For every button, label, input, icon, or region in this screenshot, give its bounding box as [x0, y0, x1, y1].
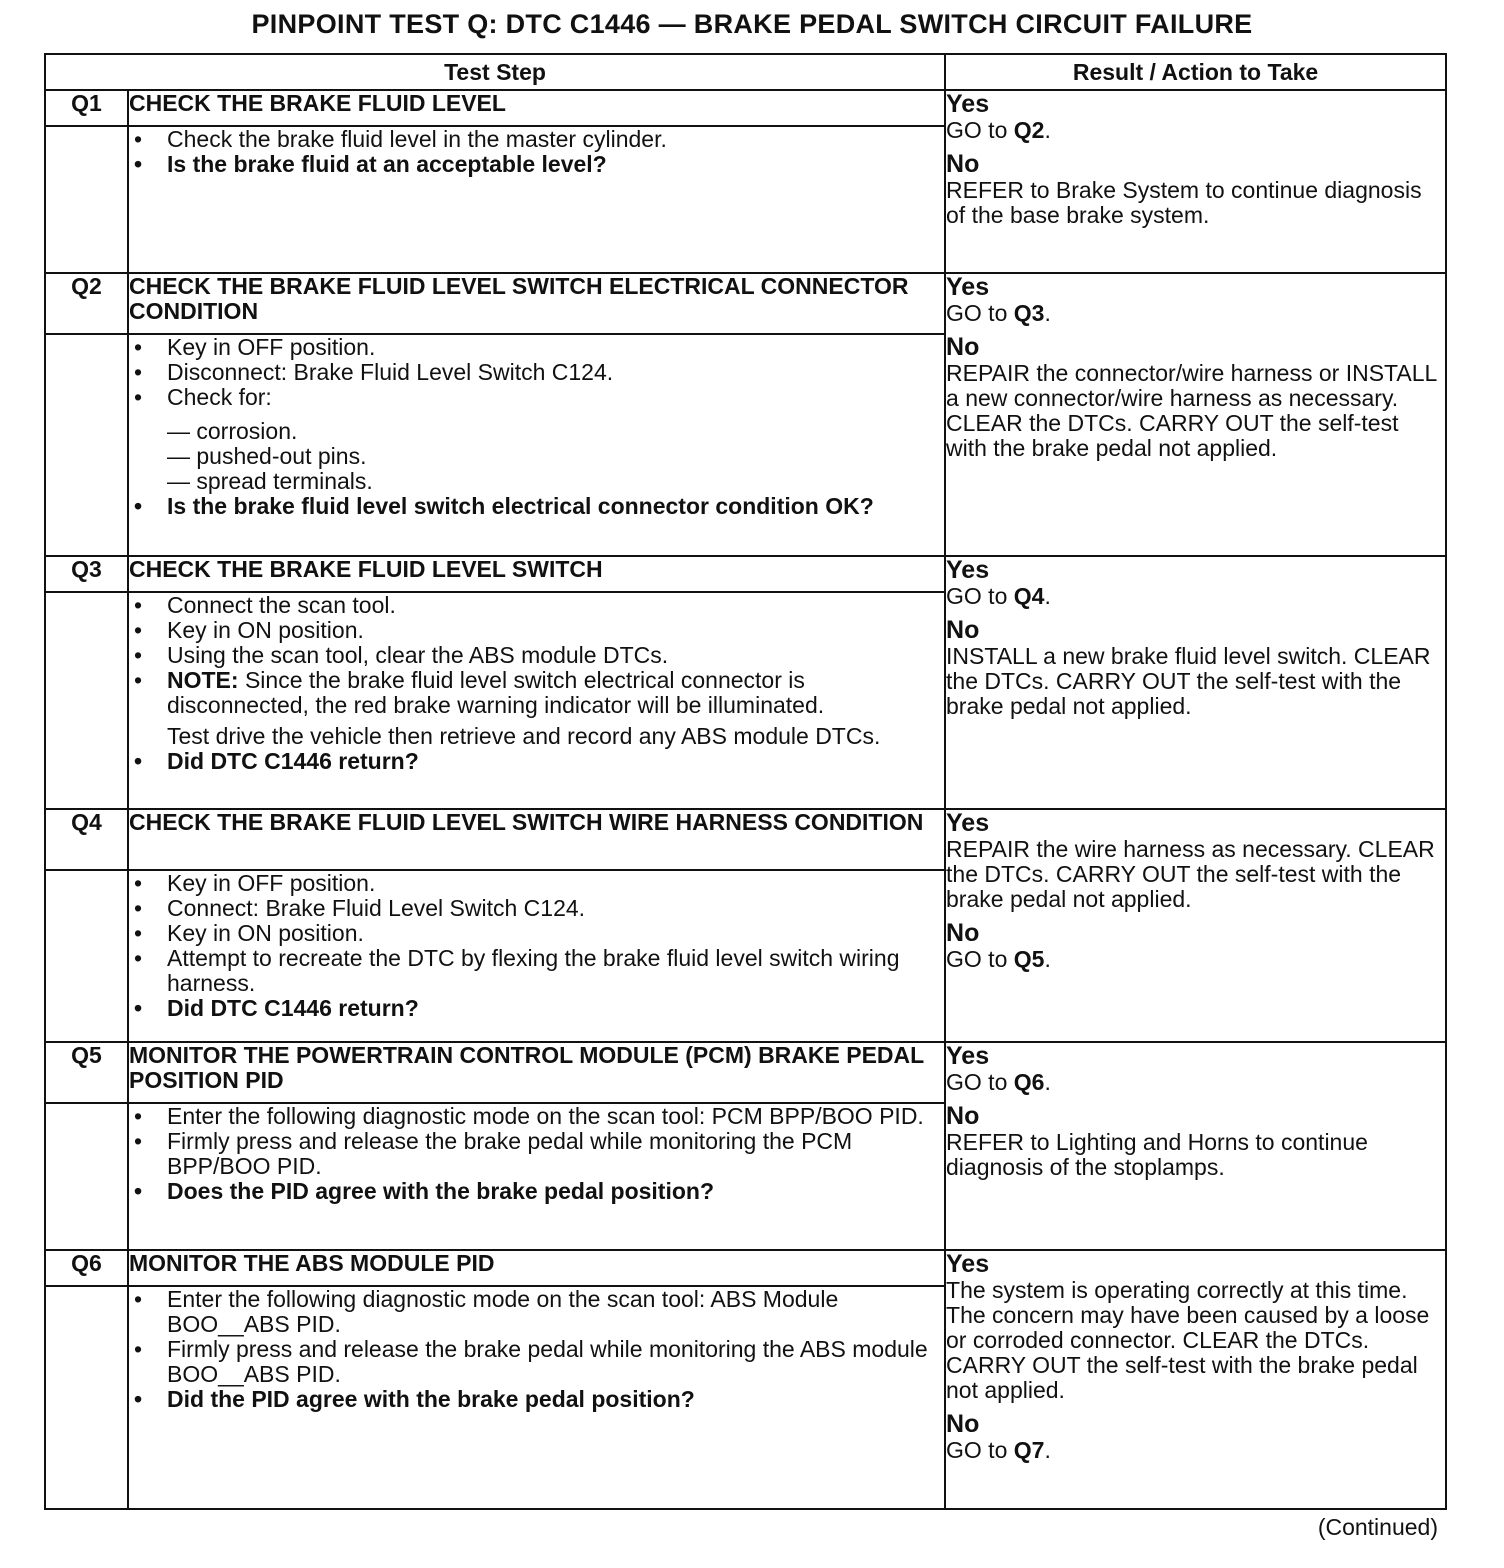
- step-instructions: [128, 334, 945, 556]
- step-title: CHECK THE BRAKE FLUID LEVEL SWITCH WIRE HARNESS CONDITION: [128, 809, 945, 870]
- instruction-question: • Did the PID agree with the brake pedal position?: [134, 1386, 695, 1412]
- instruction-item: • Connect: Brake Fluid Level Switch C124.: [134, 895, 586, 921]
- yes-label: Yes: [946, 1250, 990, 1278]
- instruction-question: • Is the brake fluid at an acceptable level?: [134, 151, 607, 177]
- result-cell: [945, 1042, 1446, 1250]
- step-title: CHECK THE BRAKE FLUID LEVEL: [128, 90, 945, 126]
- instruction-item: • Key in ON position.: [134, 920, 364, 946]
- result-header: Result / Action to Take: [945, 54, 1446, 90]
- continued-note: (Continued): [1317, 1514, 1438, 1540]
- step-id: Q5: [45, 1042, 128, 1103]
- no-label: No: [946, 1102, 980, 1130]
- step-row-q4: [45, 809, 1446, 870]
- yes-action: GO to Q6.: [946, 1069, 1051, 1095]
- no-action: REFER to Brake System to continue diagnosis of the base brake system.: [946, 177, 1422, 228]
- step-instructions: [128, 1286, 945, 1509]
- step-row-q6: [45, 1250, 1446, 1286]
- step-id: Q3: [45, 556, 128, 592]
- check-item: — corrosion.: [167, 418, 298, 444]
- result-cell: [945, 273, 1446, 556]
- instruction-item: • Firmly press and release the brake pedal while monitoring the ABS module BOO__ABS PID.: [134, 1336, 928, 1387]
- instruction-item: • Enter the following diagnostic mode on the scan tool: ABS Module BOO__ABS PID.: [134, 1286, 839, 1337]
- yes-label: Yes: [946, 556, 990, 584]
- yes-label: Yes: [946, 273, 990, 301]
- instruction-item: • Key in OFF position.: [134, 870, 376, 896]
- no-label: No: [946, 616, 980, 644]
- no-action: INSTALL a new brake fluid level switch. CLEAR the DTCs. CARRY OUT the self-test with the brake pedal not applied.: [946, 643, 1431, 719]
- instruction-item: • Using the scan tool, clear the ABS module DTCs.: [134, 642, 669, 668]
- step-instructions: [128, 1103, 945, 1250]
- step-id-spacer: [45, 126, 128, 273]
- yes-action: GO to Q3.: [946, 300, 1051, 326]
- note-followup: Test drive the vehicle then retrieve and record any ABS module DTCs.: [167, 723, 881, 749]
- instruction-item: • Check the brake fluid level in the master cylinder.: [134, 126, 667, 152]
- yes-action: REPAIR the wire harness as necessary. CLEAR the DTCs. CARRY OUT the self-test with the brake pedal not applied.: [946, 836, 1435, 912]
- instruction-item: • Firmly press and release the brake pedal while monitoring the PCM BPP/BOO PID.: [134, 1128, 853, 1179]
- no-action: GO to Q7.: [946, 1437, 1051, 1463]
- no-action: REFER to Lighting and Horns to continue diagnosis of the stoplamps.: [946, 1129, 1368, 1180]
- step-id: Q4: [45, 809, 128, 870]
- step-row-q5: [45, 1042, 1446, 1103]
- yes-action: GO to Q2.: [946, 117, 1051, 143]
- check-list: [167, 419, 944, 494]
- no-label: No: [946, 333, 980, 361]
- yes-label: Yes: [946, 809, 990, 837]
- instruction-item: • Enter the following diagnostic mode on the scan tool: PCM BPP/BOO PID.: [134, 1103, 924, 1129]
- instruction-question: • Does the PID agree with the brake pedal position?: [134, 1178, 714, 1204]
- no-action: GO to Q5.: [946, 946, 1051, 972]
- step-row-q3: [45, 556, 1446, 592]
- instruction-question: • Did DTC C1446 return?: [134, 748, 419, 774]
- step-id-spacer: [45, 334, 128, 556]
- step-id-spacer: [45, 870, 128, 1042]
- instruction-item: • Disconnect: Brake Fluid Level Switch C124.: [134, 359, 614, 385]
- instruction-item: • Attempt to recreate the DTC by flexing the brake fluid level switch wiring harness.: [134, 945, 900, 996]
- page-title: PINPOINT TEST Q: DTC C1446 — BRAKE PEDAL SWITCH CIRCUIT FAILURE: [251, 9, 1253, 39]
- header-row: [45, 54, 1446, 90]
- no-label: No: [946, 1410, 980, 1438]
- result-cell: [945, 90, 1446, 273]
- no-label: No: [946, 919, 980, 947]
- result-cell: [945, 1250, 1446, 1509]
- step-id: Q1: [45, 90, 128, 126]
- yes-label: Yes: [946, 1042, 990, 1070]
- check-item: — pushed-out pins.: [167, 443, 367, 469]
- no-action: REPAIR the connector/wire harness or INSTALL a new connector/wire harness as necessary. CLEAR the DTCs. CARRY OUT the self-test with the brake pedal not applied.: [946, 360, 1437, 461]
- result-cell: [945, 556, 1446, 809]
- instruction-item: • Check for:: [134, 384, 272, 410]
- step-instructions: [128, 592, 945, 809]
- step-title: CHECK THE BRAKE FLUID LEVEL SWITCH ELECTRICAL CONNECTOR CONDITION: [128, 273, 945, 334]
- note-item: • NOTE: Since the brake fluid level switch electrical connector is disconnected, the red brake warning indicator will be illuminated.: [134, 667, 825, 718]
- check-item: — spread terminals.: [167, 468, 373, 494]
- step-id-spacer: [45, 592, 128, 809]
- result-cell: [945, 809, 1446, 1042]
- instruction-item: • Connect the scan tool.: [134, 592, 396, 618]
- pinpoint-test-table: [44, 53, 1447, 1510]
- step-id: Q2: [45, 273, 128, 334]
- instruction-question: • Is the brake fluid level switch electrical connector condition OK?: [134, 493, 874, 519]
- step-instructions: [128, 870, 945, 1042]
- step-row-q1: [45, 90, 1446, 126]
- step-instructions: [128, 126, 945, 273]
- step-row-q2: [45, 273, 1446, 334]
- step-id: Q6: [45, 1250, 128, 1286]
- step-title: MONITOR THE POWERTRAIN CONTROL MODULE (PCM) BRAKE PEDAL POSITION PID: [128, 1042, 945, 1103]
- yes-label: Yes: [946, 90, 990, 118]
- step-title: MONITOR THE ABS MODULE PID: [128, 1250, 945, 1286]
- step-title: CHECK THE BRAKE FLUID LEVEL SWITCH: [128, 556, 945, 592]
- instruction-question: • Did DTC C1446 return?: [134, 995, 419, 1021]
- step-id-spacer: [45, 1286, 128, 1509]
- instruction-item: • Key in ON position.: [134, 617, 364, 643]
- yes-action: GO to Q4.: [946, 583, 1051, 609]
- yes-action: The system is operating correctly at this time. The concern may have been caused by a loose or corroded connector. CLEAR the DTCs. CARRY OUT the self-test with the brake pedal not applied.: [946, 1277, 1430, 1403]
- instruction-item: • Key in OFF position.: [134, 334, 376, 360]
- step-id-spacer: [45, 1103, 128, 1250]
- test-step-header: Test Step: [45, 54, 945, 90]
- no-label: No: [946, 150, 980, 178]
